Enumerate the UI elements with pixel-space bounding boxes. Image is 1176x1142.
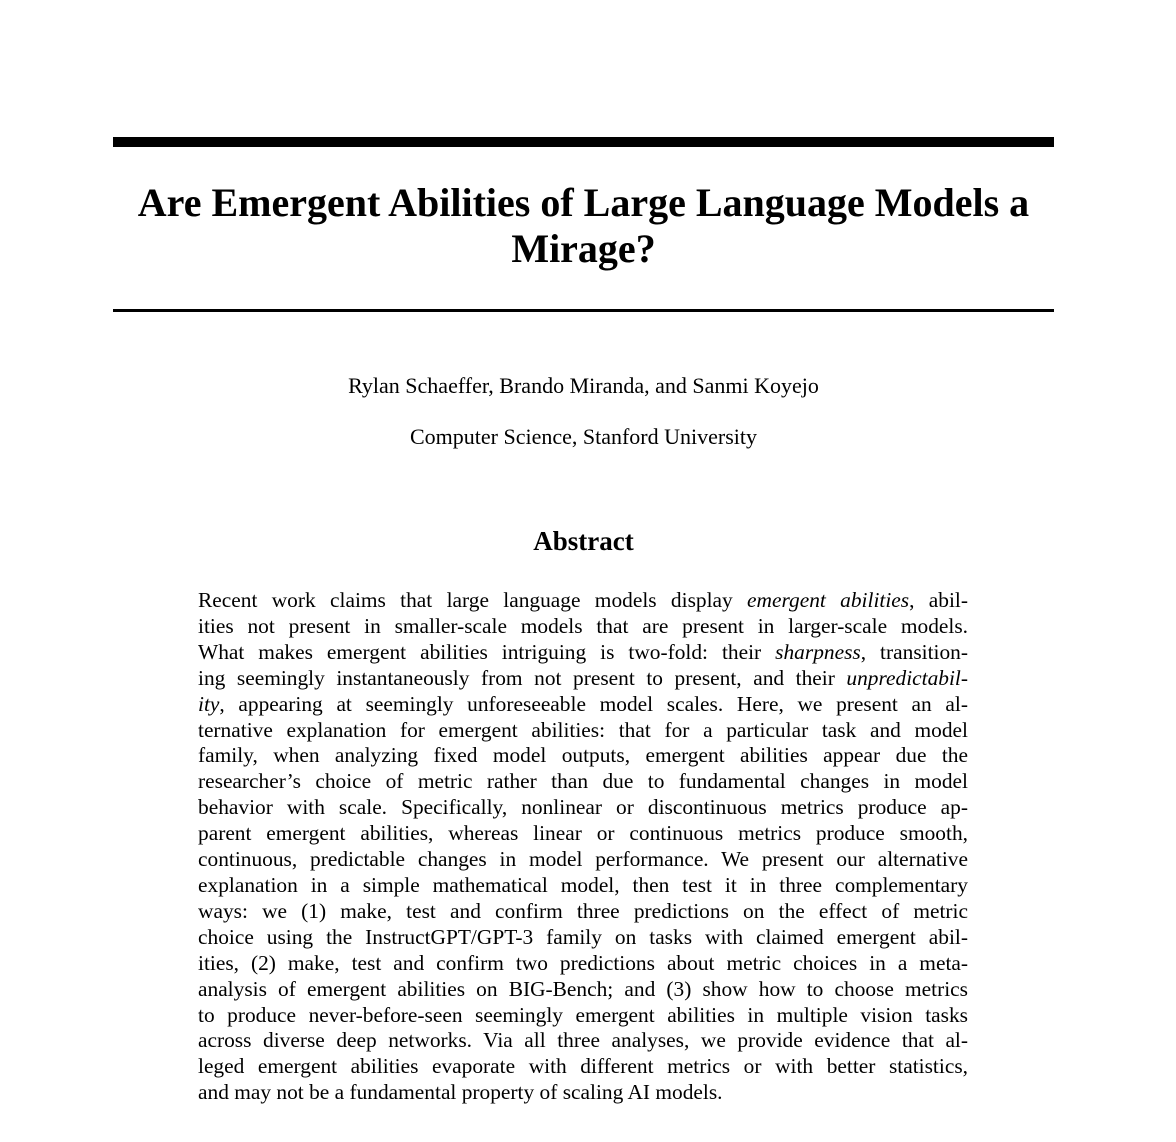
abstract-line <box>198 1003 968 1029</box>
abstract-text: ities, (2) make, test and confirm two predictions about metric choices in a meta- <box>198 950 968 975</box>
abstract-text: leged emergent abilities evaporate with different metrics or with better statistics, <box>198 1054 968 1079</box>
abstract-text: family, when analyzing fixed model outputs, emergent abilities appear due the <box>198 743 968 768</box>
abstract-line <box>198 666 968 692</box>
abstract-line <box>198 925 968 951</box>
abstract-text: and may not be a fundamental property of scaling AI models. <box>198 1080 723 1105</box>
abstract-line <box>198 692 968 718</box>
abstract-text: analysis of emergent abilities on BIG-Bench; and (3) show how to choose metrics <box>198 976 968 1001</box>
abstract-emphasis: emergent abilities <box>747 588 910 612</box>
abstract-text: ing seemingly instantaneously from not present to present, and their <box>198 665 847 690</box>
abstract-line <box>198 718 968 744</box>
author-affiliation: Computer Science, Stanford University <box>409 424 758 449</box>
abstract-text: ities not present in smaller-scale models that are present in larger-scale models. <box>198 613 968 638</box>
abstract-text: explanation in a simple mathematical model, then test it in three complementary <box>198 872 968 897</box>
abstract-text: across diverse deep networks. Via all three analyses, we provide evidence that al- <box>198 1028 968 1053</box>
abstract-emphasis: ity <box>198 691 220 716</box>
abstract-line <box>198 899 968 925</box>
abstract-line <box>198 951 968 977</box>
abstract-line <box>198 588 968 614</box>
abstract-text: What makes emergent abilities intriguing is two-fold: their <box>198 639 776 664</box>
abstract-line <box>198 795 968 821</box>
abstract-line <box>198 977 968 1003</box>
abstract-text: to produce never-before-seen seemingly emergent abilities in multiple vision tasks <box>198 1002 968 1027</box>
abstract-text: ways: we (1) make, test and confirm three predictions on the effect of metric <box>198 898 968 923</box>
abstract-emphasis: unpredictabil- <box>846 665 968 690</box>
abstract-line <box>198 873 968 899</box>
paper-title: Are Emergent Abilities of Large Language Models a Mirage? <box>137 180 1030 271</box>
title-bottom-rule <box>113 309 1054 312</box>
abstract-text: parent emergent abilities, whereas linear or continuous metrics produce smooth, <box>198 821 968 846</box>
abstract-text: , abil- <box>909 588 968 612</box>
abstract-text: Recent work claims that large language models display <box>198 588 748 612</box>
abstract-line <box>198 640 968 666</box>
abstract-text: ternative explanation for emergent abilities: that for a particular task and model <box>198 717 968 742</box>
abstract-heading: Abstract <box>533 526 634 556</box>
abstract-text: choice using the InstructGPT/GPT-3 family on tasks with claimed emergent abil- <box>198 924 968 949</box>
abstract-line <box>198 821 968 847</box>
abstract-text: behavior with scale. Specifically, nonlinear or discontinuous metrics produce ap- <box>198 795 968 820</box>
abstract-line <box>198 614 968 640</box>
abstract-line <box>198 1054 968 1080</box>
abstract-emphasis: sharpness <box>775 639 861 664</box>
top-thick-rule <box>113 137 1054 147</box>
abstract-line <box>198 743 968 769</box>
abstract-line <box>198 769 968 795</box>
abstract-text: , appearing at seemingly unforeseeable model scales. Here, we present an al- <box>219 691 968 716</box>
abstract-text: , transition- <box>860 639 968 664</box>
abstract-body <box>198 588 968 1106</box>
abstract-text: continuous, predictable changes in model performance. We present our alternative <box>198 847 968 872</box>
abstract-line <box>198 1028 968 1054</box>
abstract-line <box>198 1080 968 1106</box>
abstract-line <box>198 847 968 873</box>
abstract-text: researcher’s choice of metric rather than due to fundamental changes in model <box>198 769 968 794</box>
author-list: Rylan Schaeffer, Brando Miranda, and Sanmi Koyejo <box>348 373 819 398</box>
